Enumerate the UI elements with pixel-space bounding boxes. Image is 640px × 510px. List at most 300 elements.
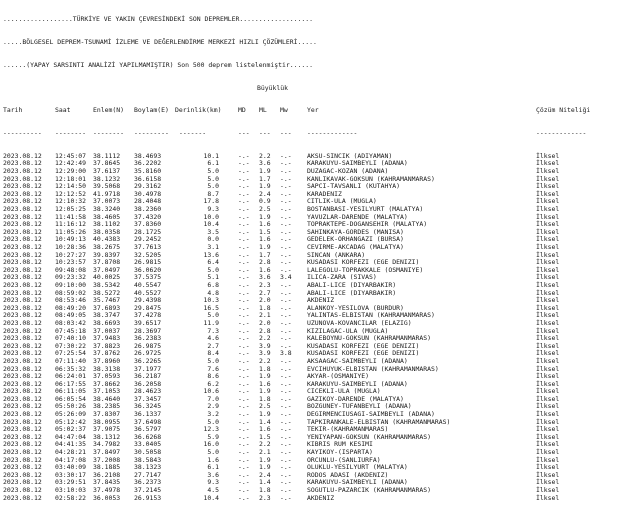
row-time: 12:14:50 xyxy=(55,182,87,191)
row-depth: 3.2 xyxy=(207,410,219,419)
row-depth: 9.3 xyxy=(207,478,219,487)
row-ml: 2.2 xyxy=(259,151,271,160)
row-lat: 37.0497 xyxy=(93,265,121,274)
row-location: BOZGUNEY-TUFANBEYLI (ADANA) xyxy=(307,402,412,411)
row-lon: 38.1323 xyxy=(134,463,162,472)
row-date: 2023.08.12 xyxy=(3,167,42,176)
row-ml: 1.8 xyxy=(259,486,271,494)
row-time: 08:49:05 xyxy=(55,311,87,320)
row-ml: 1.6 xyxy=(259,379,271,388)
col-time-header: Saat xyxy=(55,106,71,115)
row-mw: -.- xyxy=(280,334,292,343)
row-depth: 8.7 xyxy=(207,189,219,198)
row-mw: -.- xyxy=(280,402,292,411)
row-depth: 2.9 xyxy=(207,402,219,411)
row-mw: -.- xyxy=(280,470,292,479)
row-lat: 39.5068 xyxy=(93,182,121,191)
row-location: AKSU-SINCIK (ADIYAMAN) xyxy=(307,151,393,160)
row-ml: 1.4 xyxy=(259,478,271,487)
row-mw: -.- xyxy=(280,167,292,176)
row-lat: 37.1053 xyxy=(93,387,121,396)
row-solution: İlksel xyxy=(536,341,560,350)
row-mw: -.- xyxy=(280,174,292,183)
row-ml: 2.3 xyxy=(259,493,271,502)
row-date: 2023.08.12 xyxy=(3,243,42,251)
row-time: 06:17:55 xyxy=(55,379,87,388)
row-location: YENIYAPAN-GOKSUN (KAHRAMANMARAS) xyxy=(307,432,432,441)
row-mw: 3.4 xyxy=(280,273,292,282)
row-lat: 38.0955 xyxy=(93,417,121,426)
row-location: OLUKLU-YESILYURT (MALATYA) xyxy=(307,463,408,472)
row-solution: İlksel xyxy=(536,174,560,183)
underline-md: --- xyxy=(238,129,250,138)
row-md: -.- xyxy=(238,151,250,160)
row-location: TOPRAKTEPE-DOGANSEHIR (MALATYA) xyxy=(307,220,428,229)
row-solution: İlksel xyxy=(536,425,560,434)
underline-solution: ------------- xyxy=(536,129,587,138)
row-lat: 38.4605 xyxy=(93,212,121,221)
row-depth: 5.0 xyxy=(207,174,219,183)
row-mw: -.- xyxy=(280,197,292,206)
row-ml: 2.7 xyxy=(259,288,271,297)
row-location: GEDELEK-ORHANGAZI (BURSA) xyxy=(307,235,404,244)
row-lat: 37.8823 xyxy=(93,341,121,350)
row-lon: 37.6498 xyxy=(134,417,162,426)
row-lat: 37.6893 xyxy=(93,303,121,312)
row-mw: -.- xyxy=(280,212,292,221)
row-md: -.- xyxy=(238,349,250,358)
row-ml: 2.1 xyxy=(259,448,271,457)
row-md: -.- xyxy=(238,448,250,457)
row-md: -.- xyxy=(238,486,250,494)
row-location: RODOS ADASI (AKDENIZ) xyxy=(307,470,389,479)
row-time: 04:17:08 xyxy=(55,455,87,464)
row-time: 12:42:49 xyxy=(55,159,87,168)
row-lat: 37.8497 xyxy=(93,448,121,457)
row-date: 2023.08.12 xyxy=(3,197,42,206)
row-lon: 38.4693 xyxy=(134,151,162,160)
row-solution: İlksel xyxy=(536,463,560,472)
row-location: EVCIHUYUK-ELBISTAN (KAHRAMANMARAS) xyxy=(307,364,439,373)
row-depth: 17.8 xyxy=(203,197,219,206)
row-time: 05:02:37 xyxy=(55,425,87,434)
row-date: 2023.08.12 xyxy=(3,372,42,381)
row-lon: 29.4398 xyxy=(134,296,162,305)
row-date: 2023.08.12 xyxy=(3,349,42,358)
row-lon: 28.4623 xyxy=(134,387,162,396)
row-time: 05:50:26 xyxy=(55,402,87,411)
row-depth: 5.0 xyxy=(207,182,219,191)
row-md: -.- xyxy=(238,197,250,206)
row-lon: 36.5797 xyxy=(134,425,162,434)
row-solution: İlksel xyxy=(536,394,560,403)
row-location: BOSTANBASI-YESILYURT (MALATYA) xyxy=(307,205,424,214)
row-location: ILICA-ZARA (SIVAS) xyxy=(307,273,377,282)
row-ml: 2.2 xyxy=(259,356,271,365)
row-lon: 27.7147 xyxy=(134,470,162,479)
row-md: -.- xyxy=(238,220,250,229)
row-date: 2023.08.12 xyxy=(3,296,42,305)
row-location: KUSADASI KORFEZI (EGE DENIZI) xyxy=(307,258,420,267)
row-lat: 38.3747 xyxy=(93,311,121,320)
row-solution: İlksel xyxy=(536,440,560,449)
row-date: 2023.08.12 xyxy=(3,311,42,320)
row-lat: 37.8960 xyxy=(93,356,121,365)
row-depth: 1.6 xyxy=(207,455,219,464)
row-ml: 2.2 xyxy=(259,440,271,449)
row-md: -.- xyxy=(238,493,250,502)
row-mw: -.- xyxy=(280,205,292,214)
row-lon: 32.5205 xyxy=(134,250,162,259)
row-depth: 6.1 xyxy=(207,159,219,168)
banner-line-3: ......(YAPAY SARSINTI ANALİZİ YAPILMAMIŞTIR) Son 500 deprem listelenmiştir...... xyxy=(3,60,314,69)
underline-lon: --------- xyxy=(134,129,169,138)
row-solution: İlksel xyxy=(536,387,560,396)
row-solution: İlksel xyxy=(536,372,560,381)
row-time: 08:49:20 xyxy=(55,303,87,312)
col-ml-header: ML xyxy=(259,106,267,115)
row-lon: 38.5843 xyxy=(134,455,162,464)
row-solution: İlksel xyxy=(536,455,560,464)
row-lat: 36.2108 xyxy=(93,470,121,479)
row-date: 2023.08.12 xyxy=(3,227,42,236)
row-depth: 7.6 xyxy=(207,364,219,373)
row-ml: 1.8 xyxy=(259,303,271,312)
row-mw: -.- xyxy=(280,440,292,449)
row-date: 2023.08.12 xyxy=(3,189,42,198)
row-ml: 1.7 xyxy=(259,250,271,259)
row-location: KANLIKAVAK-GOKSUN (KAHRAMANMARAS) xyxy=(307,174,435,183)
row-date: 2023.08.12 xyxy=(3,318,42,327)
row-solution: İlksel xyxy=(536,197,560,206)
row-time: 05:26:09 xyxy=(55,410,87,419)
row-location: AKDENIZ xyxy=(307,493,335,502)
row-location: YAVUZLAR-DARENDE (MALATYA) xyxy=(307,212,408,221)
row-mw: -.- xyxy=(280,463,292,472)
row-time: 04:28:21 xyxy=(55,448,87,457)
row-ml: 1.5 xyxy=(259,432,271,441)
row-lon: 37.4320 xyxy=(134,212,162,221)
row-md: -.- xyxy=(238,303,250,312)
row-md: -.- xyxy=(238,432,250,441)
row-solution: İlksel xyxy=(536,189,560,198)
row-time: 06:24:01 xyxy=(55,372,87,381)
row-ml: 1.9 xyxy=(259,455,271,464)
row-lon: 29.2452 xyxy=(134,235,162,244)
col-mw-header: Mw xyxy=(280,106,288,115)
row-lat: 38.1232 xyxy=(93,174,121,183)
row-md: -.- xyxy=(238,235,250,244)
row-time: 03:10:03 xyxy=(55,486,87,494)
row-lat: 37.0037 xyxy=(93,326,121,335)
row-date: 2023.08.12 xyxy=(3,182,42,191)
row-lon: 39.6517 xyxy=(134,318,162,327)
row-time: 12:29:00 xyxy=(55,167,87,176)
row-mw: -.- xyxy=(280,303,292,312)
row-depth: 11.9 xyxy=(203,318,219,327)
row-location: KUSADASI KORFEZI (EGE DENIZI) xyxy=(307,341,420,350)
row-lat: 37.8762 xyxy=(93,349,121,358)
row-lat: 34.7982 xyxy=(93,440,121,449)
row-lon: 35.8160 xyxy=(134,167,162,176)
row-depth: 7.0 xyxy=(207,394,219,403)
row-lon: 28.4048 xyxy=(134,197,162,206)
row-depth: 4.6 xyxy=(207,334,219,343)
underline-ml: --- xyxy=(259,129,271,138)
row-ml: 1.6 xyxy=(259,235,271,244)
row-md: -.- xyxy=(238,174,250,183)
row-lat: 37.8662 xyxy=(93,379,121,388)
row-date: 2023.08.12 xyxy=(3,212,42,221)
row-location: ORCUNLU-(SANLIURFA) xyxy=(307,455,381,464)
row-lon: 37.2145 xyxy=(134,486,162,494)
row-md: -.- xyxy=(238,410,250,419)
row-mw: 3.8 xyxy=(280,349,292,358)
row-time: 06:35:32 xyxy=(55,364,87,373)
row-time: 12:05:25 xyxy=(55,205,87,214)
row-md: -.- xyxy=(238,364,250,373)
row-solution: İlksel xyxy=(536,448,560,457)
row-lat: 38.1102 xyxy=(93,220,121,229)
row-time: 04:41:35 xyxy=(55,440,87,449)
row-solution: İlksel xyxy=(536,220,560,229)
row-date: 2023.08.12 xyxy=(3,394,42,403)
row-ml: 1.9 xyxy=(259,387,271,396)
row-mw: -.- xyxy=(280,372,292,381)
row-lon: 36.2383 xyxy=(134,334,162,343)
row-lat: 41.9718 xyxy=(93,189,121,198)
row-time: 12:12:52 xyxy=(55,189,87,198)
row-date: 2023.08.12 xyxy=(3,364,42,373)
row-depth: 8.6 xyxy=(207,372,219,381)
row-solution: İlksel xyxy=(536,379,560,388)
row-location: SOGUTLU-PAZARCIK (KAHRAMANMARAS) xyxy=(307,486,432,494)
row-md: -.- xyxy=(238,258,250,267)
row-location: ABALI-LICE (DIYARBAKIR) xyxy=(307,288,397,297)
row-mw: -.- xyxy=(280,394,292,403)
row-lon: 26.9725 xyxy=(134,349,162,358)
row-lon: 36.2058 xyxy=(134,379,162,388)
row-ml: 1.5 xyxy=(259,227,271,236)
row-solution: İlksel xyxy=(536,311,560,320)
row-md: -.- xyxy=(238,326,250,335)
row-mw: -.- xyxy=(280,341,292,350)
row-depth: 0.0 xyxy=(207,235,219,244)
row-ml: 2.8 xyxy=(259,326,271,335)
row-solution: İlksel xyxy=(536,258,560,267)
row-time: 11:16:12 xyxy=(55,220,87,229)
banner-line-1: ..................TÜRKİYE VE YAKIN ÇEVRESİNDEKİ SON DEPREMLER................... xyxy=(3,15,314,24)
row-date: 2023.08.12 xyxy=(3,258,42,267)
row-ml: 1.8 xyxy=(259,364,271,373)
row-md: -.- xyxy=(238,265,250,274)
row-lon: 36.2265 xyxy=(134,356,162,365)
row-lon: 40.5527 xyxy=(134,288,162,297)
row-solution: İlksel xyxy=(536,470,560,479)
row-ml: 2.4 xyxy=(259,189,271,198)
row-lon: 30.4978 xyxy=(134,189,162,198)
row-lon: 36.3245 xyxy=(134,402,162,411)
row-solution: İlksel xyxy=(536,432,560,441)
row-mw: -.- xyxy=(280,318,292,327)
row-depth: 4.8 xyxy=(207,288,219,297)
row-location: SAHINKAYA-GORDES (MANISA) xyxy=(307,227,404,236)
row-md: -.- xyxy=(238,372,250,381)
row-depth: 5.0 xyxy=(207,265,219,274)
row-lon: 36.6268 xyxy=(134,432,162,441)
row-location: KUSADASI KORFEZI (EGE DENIZI) xyxy=(307,349,420,358)
row-time: 07:11:40 xyxy=(55,356,87,365)
row-location: SINCAN (ANKARA) xyxy=(307,250,366,259)
row-date: 2023.08.12 xyxy=(3,402,42,411)
row-date: 2023.08.12 xyxy=(3,356,42,365)
banner-line-2: .....BÖLGESEL DEPREM-TSUNAMİ İZLEME VE DEĞERLENDİRME MERKEZİ HIZLI ÇÖZÜMLERİ..... xyxy=(3,37,317,46)
row-mw: -.- xyxy=(280,486,292,494)
row-mw: -.- xyxy=(280,288,292,297)
underline-time: -------- xyxy=(55,129,87,138)
row-ml: 0.9 xyxy=(259,197,271,206)
row-lat: 37.0073 xyxy=(93,197,121,206)
row-ml: 3.9 xyxy=(259,349,271,358)
row-date: 2023.08.12 xyxy=(3,288,42,297)
row-time: 07:30:22 xyxy=(55,341,87,350)
row-date: 2023.08.12 xyxy=(3,478,42,487)
row-location: DUZAGAC-KOZAN (ADANA) xyxy=(307,167,389,176)
row-depth: 9.3 xyxy=(207,205,219,214)
row-ml: 1.9 xyxy=(259,463,271,472)
row-depth: 5.0 xyxy=(207,448,219,457)
row-solution: İlksel xyxy=(536,364,560,373)
row-lon: 30.5058 xyxy=(134,448,162,457)
earthquake-list xyxy=(3,1,637,510)
row-mw: -.- xyxy=(280,296,292,305)
row-time: 12:18:01 xyxy=(55,174,87,183)
row-mw: -.- xyxy=(280,326,292,335)
row-location: GAZIKOY-DARENDE (MALATYA) xyxy=(307,394,404,403)
row-lat: 38.1312 xyxy=(93,432,121,441)
row-lat: 37.0593 xyxy=(93,372,121,381)
row-md: -.- xyxy=(238,440,250,449)
row-ml: 2.4 xyxy=(259,470,271,479)
row-md: -.- xyxy=(238,212,250,221)
underline-date: ---------- xyxy=(3,129,42,138)
row-time: 09:10:00 xyxy=(55,280,87,289)
row-solution: İlksel xyxy=(536,167,560,176)
row-date: 2023.08.12 xyxy=(3,455,42,464)
underline-mw: --- xyxy=(280,129,292,138)
row-lon: 37.3457 xyxy=(134,394,162,403)
row-date: 2023.08.12 xyxy=(3,273,42,282)
row-lat: 38.1885 xyxy=(93,463,121,472)
row-depth: 3.5 xyxy=(207,227,219,236)
underline-lat: -------- xyxy=(93,129,125,138)
row-depth: 10.4 xyxy=(203,220,219,229)
row-solution: İlksel xyxy=(536,159,560,168)
row-time: 08:59:02 xyxy=(55,288,87,297)
row-solution: İlksel xyxy=(536,212,560,221)
row-location: KARAKUYU-SAIMBEYLI (ADANA) xyxy=(307,478,408,487)
row-depth: 2.7 xyxy=(207,341,219,350)
col-lon-header: Boylam(E) xyxy=(134,106,169,115)
row-depth: 5.0 xyxy=(207,356,219,365)
row-mw: -.- xyxy=(280,417,292,426)
row-mw: -.- xyxy=(280,448,292,457)
row-date: 2023.08.12 xyxy=(3,220,42,229)
row-ml: 2.0 xyxy=(259,318,271,327)
row-depth: 3.1 xyxy=(207,243,219,251)
row-location: KARAKUYU-SAIMBEYLI (ADANA) xyxy=(307,159,408,168)
row-depth: 13.6 xyxy=(203,250,219,259)
row-mw: -.- xyxy=(280,265,292,274)
row-time: 06:05:54 xyxy=(55,394,87,403)
row-ml: 3.6 xyxy=(259,273,271,282)
row-time: 04:47:04 xyxy=(55,432,87,441)
row-date: 2023.08.12 xyxy=(3,159,42,168)
row-date: 2023.08.12 xyxy=(3,486,42,494)
row-time: 07:45:18 xyxy=(55,326,87,335)
row-location: ABALI-LICE (DIYARBAKIR) xyxy=(307,280,397,289)
row-solution: İlksel xyxy=(536,182,560,191)
row-time: 07:25:54 xyxy=(55,349,87,358)
row-md: -.- xyxy=(238,455,250,464)
row-ml: 2.2 xyxy=(259,334,271,343)
row-lon: 36.6158 xyxy=(134,174,162,183)
row-md: -.- xyxy=(238,273,250,282)
row-solution: İlksel xyxy=(536,303,560,312)
row-solution: İlksel xyxy=(536,235,560,244)
row-lon: 38.2360 xyxy=(134,205,162,214)
row-lat: 37.8435 xyxy=(93,478,121,487)
row-md: -.- xyxy=(238,189,250,198)
row-lat: 38.2675 xyxy=(93,243,121,251)
row-lat: 38.6693 xyxy=(93,318,121,327)
row-depth: 3.6 xyxy=(207,470,219,479)
row-lat: 35.7467 xyxy=(93,296,121,305)
row-lat: 38.3240 xyxy=(93,205,121,214)
row-lon: 37.1977 xyxy=(134,364,162,373)
row-solution: İlksel xyxy=(536,280,560,289)
row-location: CEVIRME-AKCADAG (MALATYA) xyxy=(307,243,404,251)
row-depth: 5.0 xyxy=(207,167,219,176)
row-depth: 10.4 xyxy=(203,493,219,502)
row-date: 2023.08.12 xyxy=(3,265,42,274)
row-lon: 28.1725 xyxy=(134,227,162,236)
row-md: -.- xyxy=(238,402,250,411)
row-date: 2023.08.12 xyxy=(3,425,42,434)
table-row xyxy=(3,495,637,503)
row-date: 2023.08.12 xyxy=(3,326,42,335)
row-lat: 36.0053 xyxy=(93,493,121,502)
row-mw: -.- xyxy=(280,258,292,267)
row-ml: 3.6 xyxy=(259,159,271,168)
row-time: 11:41:58 xyxy=(55,212,87,221)
col-location-header: Yer xyxy=(307,106,319,115)
underline-location: ------------- xyxy=(307,129,358,138)
row-mw: -.- xyxy=(280,220,292,229)
row-mw: -.- xyxy=(280,182,292,191)
row-md: -.- xyxy=(238,394,250,403)
row-lon: 26.9815 xyxy=(134,258,162,267)
row-md: -.- xyxy=(238,227,250,236)
row-ml: 1.9 xyxy=(259,182,271,191)
row-solution: İlksel xyxy=(536,205,560,214)
row-solution: İlksel xyxy=(536,349,560,358)
row-date: 2023.08.12 xyxy=(3,463,42,472)
row-lon: 29.8475 xyxy=(134,303,162,312)
row-location: KALEBOYNU-GOKSUN (KAHRAMANMARAS) xyxy=(307,334,432,343)
row-location: SAPCI-TAVSANLI (KUTAHYA) xyxy=(307,182,401,191)
row-lat: 38.4640 xyxy=(93,394,121,403)
